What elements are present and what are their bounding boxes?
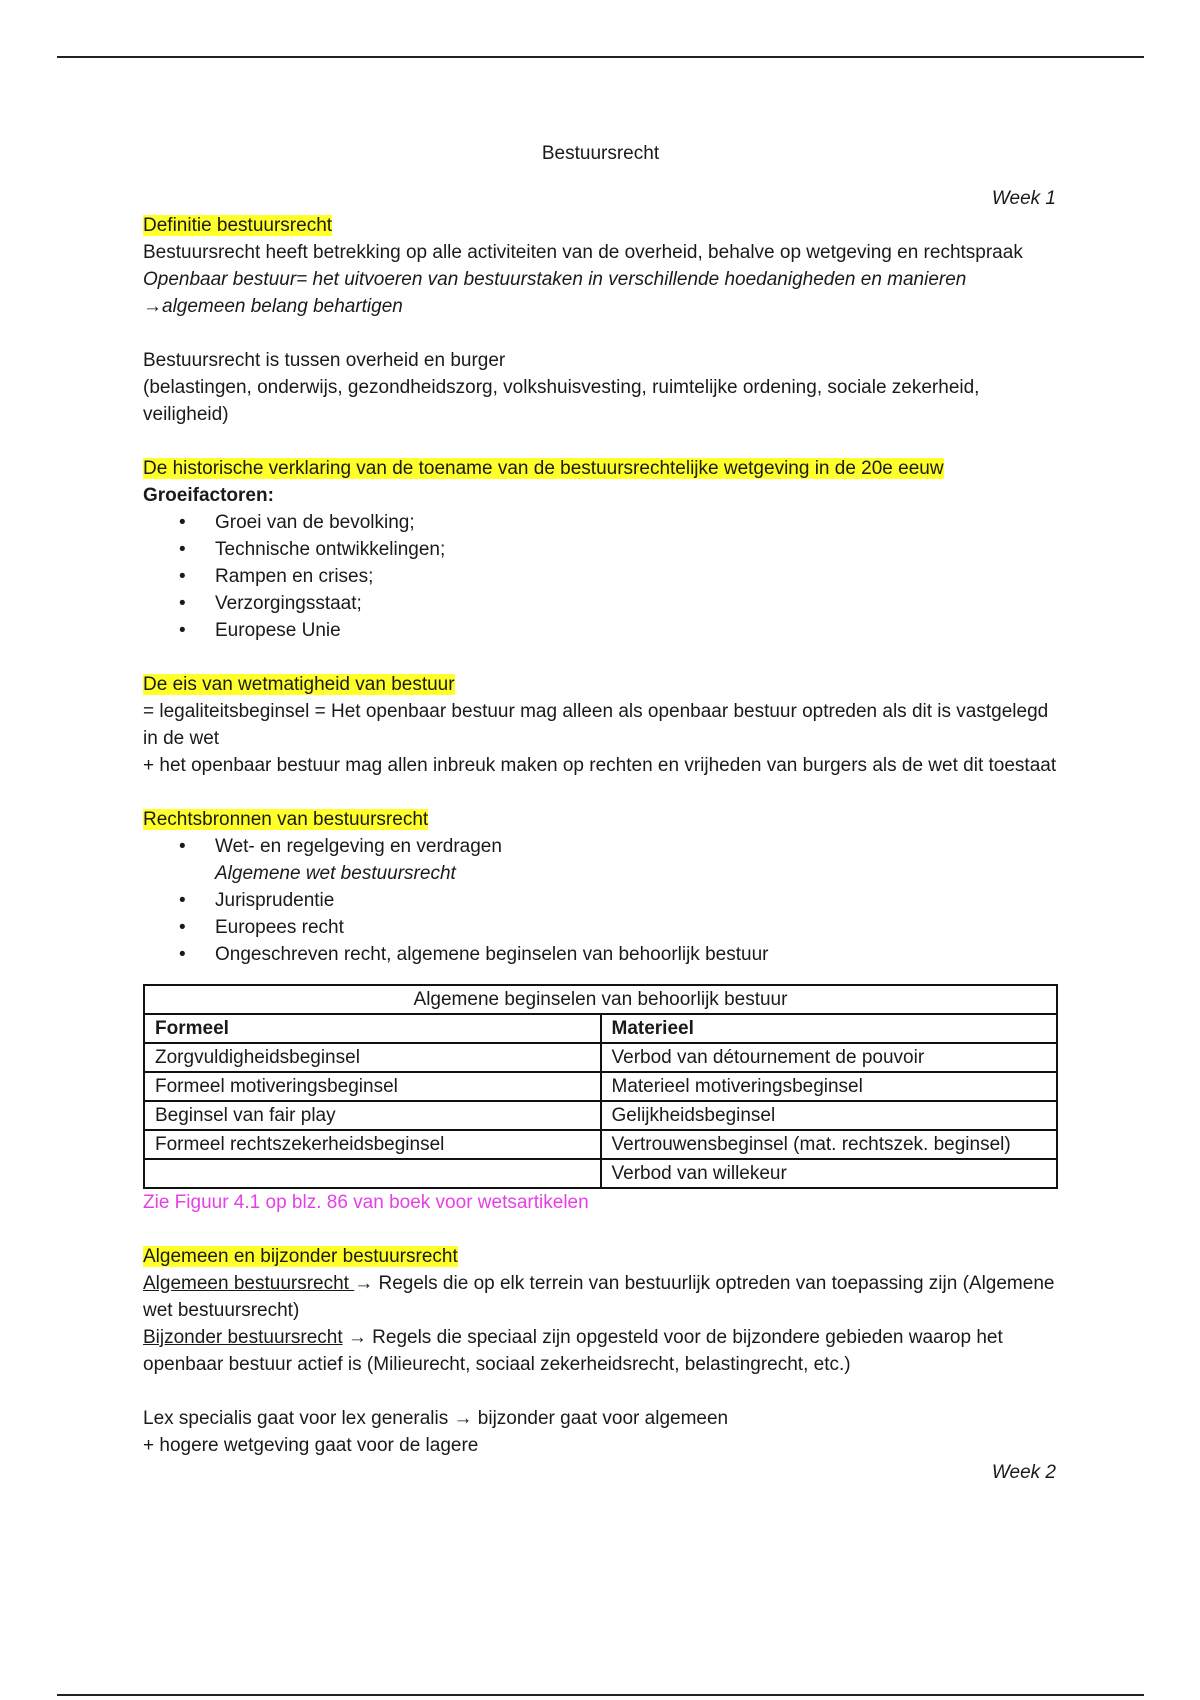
section-heading-wetmatigheid: De eis van wetmatigheid van bestuur — [143, 674, 455, 695]
week-1-label: Week 1 — [991, 188, 1056, 209]
table-cell: Verbod van willekeur — [601, 1159, 1058, 1188]
table-row — [144, 1043, 1057, 1072]
beginselen-table — [143, 984, 1058, 1189]
list-item: • Jurisprudentie — [215, 887, 1058, 914]
table-cell: Formeel motiveringsbeginsel — [144, 1072, 601, 1101]
lex-specialis-text: Lex specialis gaat voor lex generalis → bijzonder gaat voor algemeen — [143, 1408, 729, 1429]
table-cell: Verbod van détournement de pouvoir — [601, 1043, 1058, 1072]
table-cell: Gelijkheidsbeginsel — [601, 1101, 1058, 1130]
list-item: • Rampen en crises; — [215, 563, 1058, 590]
list-item-sub: Algemene wet bestuursrecht — [215, 863, 456, 884]
list-item: • Groei van de bevolking; — [215, 509, 1058, 536]
table-cell: Materieel motiveringsbeginsel — [601, 1072, 1058, 1101]
groeifactoren-list — [143, 509, 1058, 644]
table-caption: Algemene beginselen van behoorlijk bestuur — [144, 985, 1057, 1014]
table-cell: Vertrouwensbeginsel (mat. rechtszek. beginsel) — [601, 1130, 1058, 1159]
list-item: • Verzorgingsstaat; — [215, 590, 1058, 617]
section-heading-algemeen-bijzonder: Algemeen en bijzonder bestuursrecht — [143, 1246, 458, 1267]
list-item: • Wet- en regelgeving en verdragen — [215, 833, 1058, 860]
term-bijzonder: Bijzonder bestuursrecht — [143, 1327, 343, 1348]
section-heading-historisch: De historische verklaring van de toename van de bestuursrechtelijke wetgeving in de 20e eeuw — [143, 458, 944, 479]
list-item: • Europese Unie — [215, 617, 1058, 644]
table-row — [144, 1101, 1057, 1130]
table-cell: Zorgvuldigheidsbeginsel — [144, 1043, 601, 1072]
table-header-materieel: Materieel — [601, 1014, 1058, 1043]
table-header-formeel: Formeel — [144, 1014, 601, 1043]
table-row — [144, 1130, 1057, 1159]
table-row — [144, 1159, 1057, 1188]
openbaar-bestuur-definition: Openbaar bestuur= het uitvoeren van bestuurstaken in verschillende hoedanigheden en manieren — [143, 269, 967, 290]
algemeen-bestuursrecht-definition — [143, 1270, 1058, 1324]
definitie-text: Bestuursrecht heeft betrekking op alle activiteiten van de overheid, behalve op wetgeving en rechtspraak — [143, 242, 1023, 263]
overheid-burger-text: Bestuursrecht is tussen overheid en burger — [143, 350, 506, 371]
domains-list-text: (belastingen, onderwijs, gezondheidszorg, volkshuisvesting, ruimtelijke ordening, sociale zekerheid, veiligheid) — [143, 377, 980, 425]
list-item: • Technische ontwikkelingen; — [215, 536, 1058, 563]
algemeen-belang-line: →algemeen belang behartigen — [143, 296, 403, 317]
section-heading-definitie: Definitie bestuursrecht — [143, 215, 333, 236]
bijzonder-bestuursrecht-definition — [143, 1324, 1058, 1378]
top-rule — [57, 56, 1144, 58]
table-cell — [144, 1159, 601, 1188]
table-row — [144, 1072, 1057, 1101]
document-page — [143, 140, 1058, 1486]
term-algemeen: Algemeen bestuursrecht — [143, 1273, 355, 1294]
document-title: Bestuursrecht — [541, 143, 660, 164]
groeifactoren-label: Groeifactoren: — [143, 485, 274, 506]
list-item: • Europees recht — [215, 914, 1058, 941]
hogere-wetgeving-text: + hogere wetgeving gaat voor de lagere — [143, 1435, 479, 1456]
table-cell: Formeel rechtszekerheidsbeginsel — [144, 1130, 601, 1159]
inbreuk-text: + het openbaar bestuur mag allen inbreuk maken op rechten en vrijheden van burgers als de wet dit toestaat — [143, 755, 1057, 776]
week-2-label: Week 2 — [991, 1462, 1056, 1483]
legaliteitsbeginsel-text: = legaliteitsbeginsel = Het openbaar bestuur mag alleen als openbaar bestuur optreden als dit is vastgelegd in de wet — [143, 701, 1049, 749]
figure-reference-note: Zie Figuur 4.1 op blz. 86 van boek voor wetsartikelen — [143, 1192, 589, 1213]
table-cell: Beginsel van fair play — [144, 1101, 601, 1130]
list-item: • Ongeschreven recht, algemene beginselen van behoorlijk bestuur — [215, 941, 1058, 968]
definition-algemeen: → Regels die op elk terrein van bestuurlijk optreden van toepassing zijn (Algemene wet bestuursrecht) — [143, 1273, 1055, 1321]
definition-bijzonder: → Regels die speciaal zijn opgesteld voor de bijzondere gebieden waarop het openbaar bestuur actief is (Milieurecht, sociaal zekerheidsrecht, belastingrecht, etc.) — [143, 1327, 1003, 1375]
section-heading-rechtsbronnen: Rechtsbronnen van bestuursrecht — [143, 809, 429, 830]
bottom-rule — [57, 1694, 1144, 1696]
rechtsbronnen-list — [143, 833, 1058, 968]
